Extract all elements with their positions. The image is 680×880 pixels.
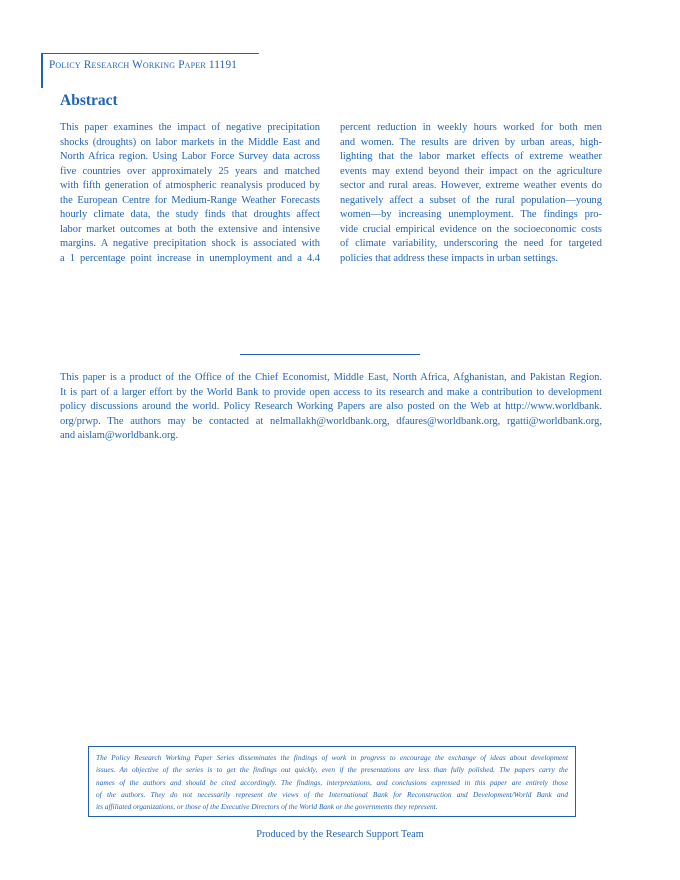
disclaimer-text bbox=[96, 752, 568, 813]
abstract-line: lighting that the labor market effects of extreme weather bbox=[340, 151, 602, 162]
product-note bbox=[60, 371, 602, 444]
series-header bbox=[41, 53, 259, 88]
abstract-line: percent reduction in weekly hours worked for both men bbox=[340, 122, 602, 133]
product-note-line: and aislam@worldbank.org. bbox=[60, 430, 179, 441]
product-note-line: It is part of a larger effort by the World Bank to provide open access to its research and make a contribution to development bbox=[60, 386, 602, 398]
disclaimer-line: issues. An objective of the series is to get the findings out quickly, even if the presentations are less than fully polished. The papers carry the bbox=[96, 765, 568, 775]
abstract-line: negatively affect a subset of the rural population—young bbox=[340, 194, 602, 206]
abstract-line: vide crucial empirical evidence on the socioeconomic costs bbox=[340, 223, 602, 235]
disclaimer-line: of the authors. They do not necessarily represent the views of the International Bank for Reconstruction and Development/World Bank and bbox=[96, 789, 568, 799]
abstract-line: labor market outcomes at both the extensive and intensive bbox=[60, 223, 320, 235]
abstract-line: This paper examines the impact of negative precipitation bbox=[60, 122, 320, 133]
disclaimer-line: its affiliated organizations, or those of the Executive Directors of the World Bank or the governments they represent. bbox=[96, 802, 438, 812]
abstract-line: of climate variability, underscoring the need for targeted bbox=[340, 238, 602, 249]
series-disclaimer-box bbox=[88, 746, 576, 817]
abstract-column-right bbox=[340, 121, 602, 266]
product-note-line: This paper is a product of the Office of the Chief Economist, Middle East, North Africa, Afghanistan, and Pakistan Region. bbox=[60, 372, 602, 383]
footer-credit: Produced by the Research Support Team bbox=[256, 829, 424, 840]
abstract-line: with fifth generation of atmospheric reanalysis produced by bbox=[60, 180, 320, 191]
abstract-line: North Africa region. Using Labor Force Survey data across bbox=[60, 151, 320, 162]
disclaimer-line: names of the authors and should be cited accordingly. The findings, interpretations, and conclusions expressed in this paper are entirely those bbox=[96, 777, 568, 787]
abstract-line: and women. The results are driven by urban areas, high- bbox=[340, 136, 602, 148]
disclaimer-line: The Policy Research Working Paper Series disseminates the findings of work in progress to encourage the exchange of ideas about development bbox=[96, 753, 568, 762]
abstract-line: policies that address these impacts in urban settings. bbox=[340, 252, 558, 264]
abstract-line: hourly climate data, the study finds that droughts affect bbox=[60, 209, 320, 220]
abstract-column-left bbox=[60, 121, 320, 266]
section-divider bbox=[240, 354, 420, 355]
abstract-line: shocks (droughts) on labor markets in the Middle East and bbox=[60, 136, 320, 148]
abstract-line: a 1 percentage point increase in unemployment and a 4.4 bbox=[60, 252, 320, 264]
series-title: Policy Research Working Paper 11191 bbox=[49, 59, 238, 71]
abstract-line: sector and rural areas. However, extreme weather events do bbox=[340, 180, 602, 191]
abstract-line: margins. A negative precipitation shock is associated with bbox=[60, 238, 320, 249]
product-note-line: policy discussions around the world. Policy Research Working Papers are also posted on the Web at http://www.worldbank. bbox=[60, 401, 602, 412]
abstract-line: events may extend beyond their impact on the agriculture bbox=[340, 165, 602, 177]
abstract-heading: Abstract bbox=[60, 92, 118, 109]
abstract-line: the European Centre for Medium-Range Weather Forecasts bbox=[60, 194, 320, 206]
product-note-line: org/prwp. The authors may be contacted at nelmallakh@worldbank.org, dfaures@worldbank.org, rgatti@worldbank.org, bbox=[60, 415, 602, 427]
abstract-line: women—by increasing unemployment. The findings pro- bbox=[340, 209, 602, 220]
abstract-line: five countries over approximately 25 years and matched bbox=[60, 165, 320, 177]
